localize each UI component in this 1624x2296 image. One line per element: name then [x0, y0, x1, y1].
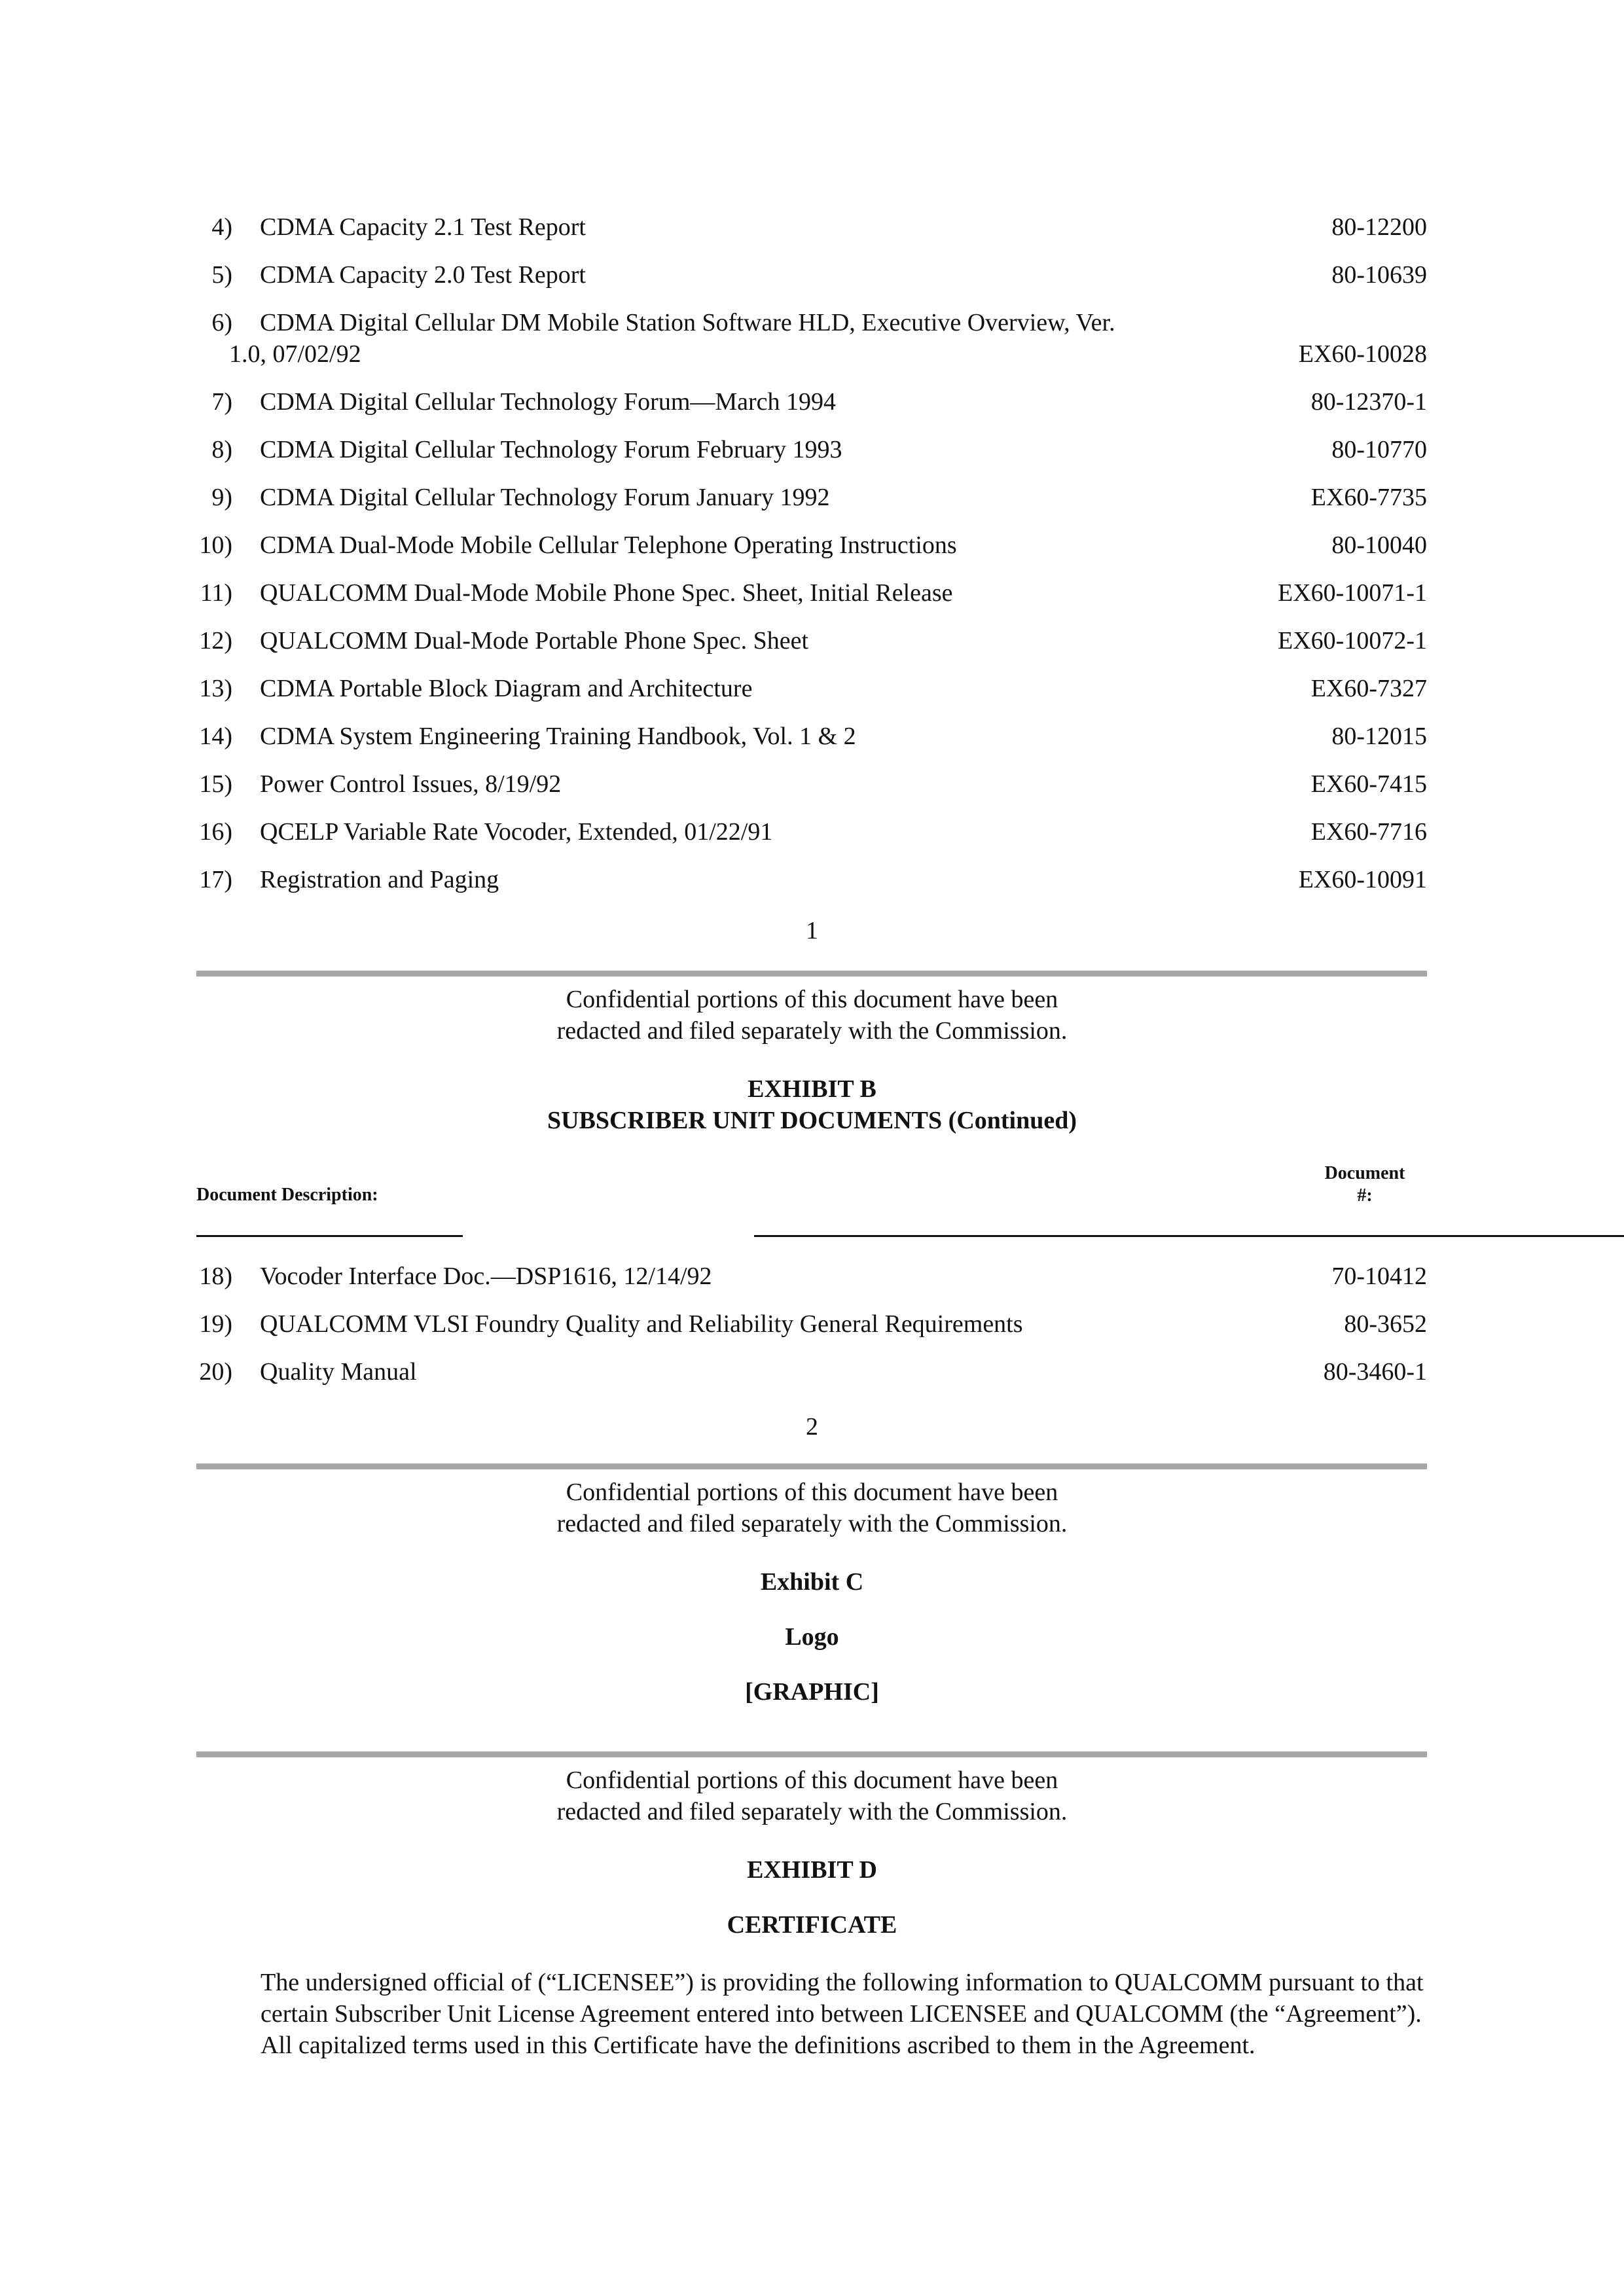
item-number: 5): [211, 261, 232, 289]
item-description: QCELP Variable Rate Vocoder, Extended, 01/22/91: [260, 818, 773, 846]
item-description: CDMA Portable Block Diagram and Architecture: [260, 675, 753, 702]
page-divider: [196, 971, 1427, 977]
item-number: 8): [211, 436, 232, 463]
item-number: 6): [211, 309, 232, 336]
item-document-number: 80-10639: [1331, 261, 1427, 289]
confidential-notice-line-1: Confidential portions of this document have been: [566, 1479, 1058, 1506]
exhibit-d-subtitle: CERTIFICATE: [727, 1911, 897, 1939]
document-list-a: [0, 213, 1624, 913]
item-description: Registration and Paging: [260, 866, 499, 893]
item-document-number: EX60-7735: [1310, 484, 1427, 511]
list-item: [0, 579, 1624, 626]
list-item: [0, 626, 1624, 674]
item-number: 14): [199, 723, 232, 750]
item-description: Vocoder Interface Doc.—DSP1616, 12/14/92: [260, 1263, 712, 1290]
item-description: Quality Manual: [260, 1358, 417, 1386]
item-number: 17): [199, 866, 232, 893]
document-list-b: [0, 1262, 1624, 1405]
list-item: [0, 1262, 1624, 1310]
item-description: QUALCOMM Dual-Mode Mobile Phone Spec. Sheet, Initial Release: [260, 579, 953, 607]
item-number: 7): [211, 388, 232, 416]
list-item: [0, 817, 1624, 865]
page-divider: [196, 1463, 1427, 1469]
column-header-underline-document-number: [754, 1235, 1624, 1237]
item-description: CDMA Capacity 2.0 Test Report: [260, 261, 586, 289]
exhibit-b-title: EXHIBIT B: [748, 1075, 876, 1103]
list-item: [0, 483, 1624, 531]
list-item: [0, 1357, 1624, 1405]
item-description: CDMA Digital Cellular Technology Forum—March 1994: [260, 388, 837, 416]
item-description: CDMA Capacity 2.1 Test Report: [260, 213, 586, 241]
item-number: 13): [199, 675, 232, 702]
item-number: 18): [199, 1263, 232, 1290]
item-document-number: 80-12370-1: [1310, 388, 1427, 416]
item-description: CDMA Dual-Mode Mobile Cellular Telephone Operating Instructions: [260, 531, 957, 559]
column-header-document-number: [1290, 1162, 1440, 1207]
list-item: [0, 770, 1624, 817]
confidential-notice-line-2: redacted and filed separately with the Commission.: [556, 1017, 1068, 1045]
confidential-notice-line-1: Confidential portions of this document have been: [566, 986, 1058, 1013]
column-header-document-number-line-2: #:: [1357, 1185, 1373, 1206]
item-document-number: 80-3652: [1344, 1310, 1427, 1338]
item-number: 4): [211, 213, 232, 241]
list-item: [0, 1310, 1624, 1357]
item-document-number: 70-10412: [1331, 1263, 1427, 1290]
item-document-number: 80-10770: [1331, 436, 1427, 463]
list-item: [0, 435, 1624, 483]
item-document-number: 80-12200: [1331, 213, 1427, 241]
list-item: [0, 387, 1624, 435]
exhibit-b-heading: [0, 1073, 1624, 1136]
column-header-document-number-line-1: Document: [1324, 1163, 1405, 1183]
list-item: [0, 531, 1624, 579]
item-number: 19): [199, 1310, 232, 1338]
confidential-notice: [0, 1765, 1624, 1827]
confidential-notice-line-2: redacted and filed separately with the Commission.: [556, 1510, 1068, 1537]
item-description-continued: 1.0, 07/02/92: [229, 340, 361, 368]
page-divider: [196, 1751, 1427, 1757]
item-document-number: 80-12015: [1331, 723, 1427, 750]
exhibit-d-title: EXHIBIT D: [747, 1856, 877, 1884]
exhibit-c-title: Exhibit C: [760, 1568, 864, 1596]
list-item: [0, 722, 1624, 770]
list-item: [0, 213, 1624, 260]
item-description: CDMA Digital Cellular Technology Forum January 1992: [260, 484, 830, 511]
item-number: 12): [199, 627, 232, 655]
confidential-notice: [0, 1477, 1624, 1539]
item-document-number: 80-10040: [1331, 531, 1427, 559]
item-number: 9): [211, 484, 232, 511]
confidential-notice-line-2: redacted and filed separately with the Commission.: [556, 1798, 1068, 1825]
item-description: CDMA Digital Cellular DM Mobile Station Software HLD, Executive Overview, Ver.: [260, 309, 1115, 336]
confidential-notice: [0, 984, 1624, 1047]
item-description: QUALCOMM Dual-Mode Portable Phone Spec. Sheet: [260, 627, 809, 655]
item-description: Power Control Issues, 8/19/92: [260, 770, 562, 798]
item-document-number: EX60-7327: [1310, 675, 1427, 702]
certificate-body: The undersigned official of (“LICENSEE”) is providing the following information to QUALCOMM pursuant to that certain Subscriber Unit License Agreement entered into between LICENSEE and QUALCOMM (the “Agreement”). All capitalized terms used in this Certificate have the definitions ascribed to them in the Agreement.: [261, 1969, 1424, 2059]
item-document-number: 80-3460-1: [1323, 1358, 1427, 1386]
item-number: 16): [199, 818, 232, 846]
list-item: [0, 865, 1624, 913]
item-description: QUALCOMM VLSI Foundry Quality and Reliability General Requirements: [260, 1310, 1023, 1338]
page-number: 2: [806, 1413, 818, 1441]
exhibit-b-subtitle: SUBSCRIBER UNIT DOCUMENTS (Continued): [547, 1107, 1077, 1134]
list-item: [0, 674, 1624, 722]
confidential-notice-line-1: Confidential portions of this document have been: [566, 1767, 1058, 1794]
item-number: 20): [199, 1358, 232, 1386]
column-header-underline-description: [196, 1235, 463, 1237]
item-description: CDMA Digital Cellular Technology Forum February 1993: [260, 436, 842, 463]
item-number: 15): [199, 770, 232, 798]
graphic-placeholder: [GRAPHIC]: [745, 1678, 879, 1706]
item-number: 11): [200, 579, 232, 607]
item-document-number: EX60-10071-1: [1278, 579, 1427, 607]
list-item: [0, 308, 1624, 387]
item-number: 10): [199, 531, 232, 559]
column-header-description: Document Description:: [196, 1185, 378, 1205]
item-document-number: EX60-10072-1: [1278, 627, 1427, 655]
item-document-number: EX60-10091: [1298, 866, 1427, 893]
item-description: CDMA System Engineering Training Handbook, Vol. 1 & 2: [260, 723, 856, 750]
page-number: 1: [806, 917, 818, 944]
item-document-number: EX60-7415: [1310, 770, 1427, 798]
exhibit-c-subtitle: Logo: [785, 1623, 839, 1651]
list-item: [0, 260, 1624, 308]
item-document-number: EX60-10028: [1298, 340, 1427, 368]
item-document-number: EX60-7716: [1310, 818, 1427, 846]
